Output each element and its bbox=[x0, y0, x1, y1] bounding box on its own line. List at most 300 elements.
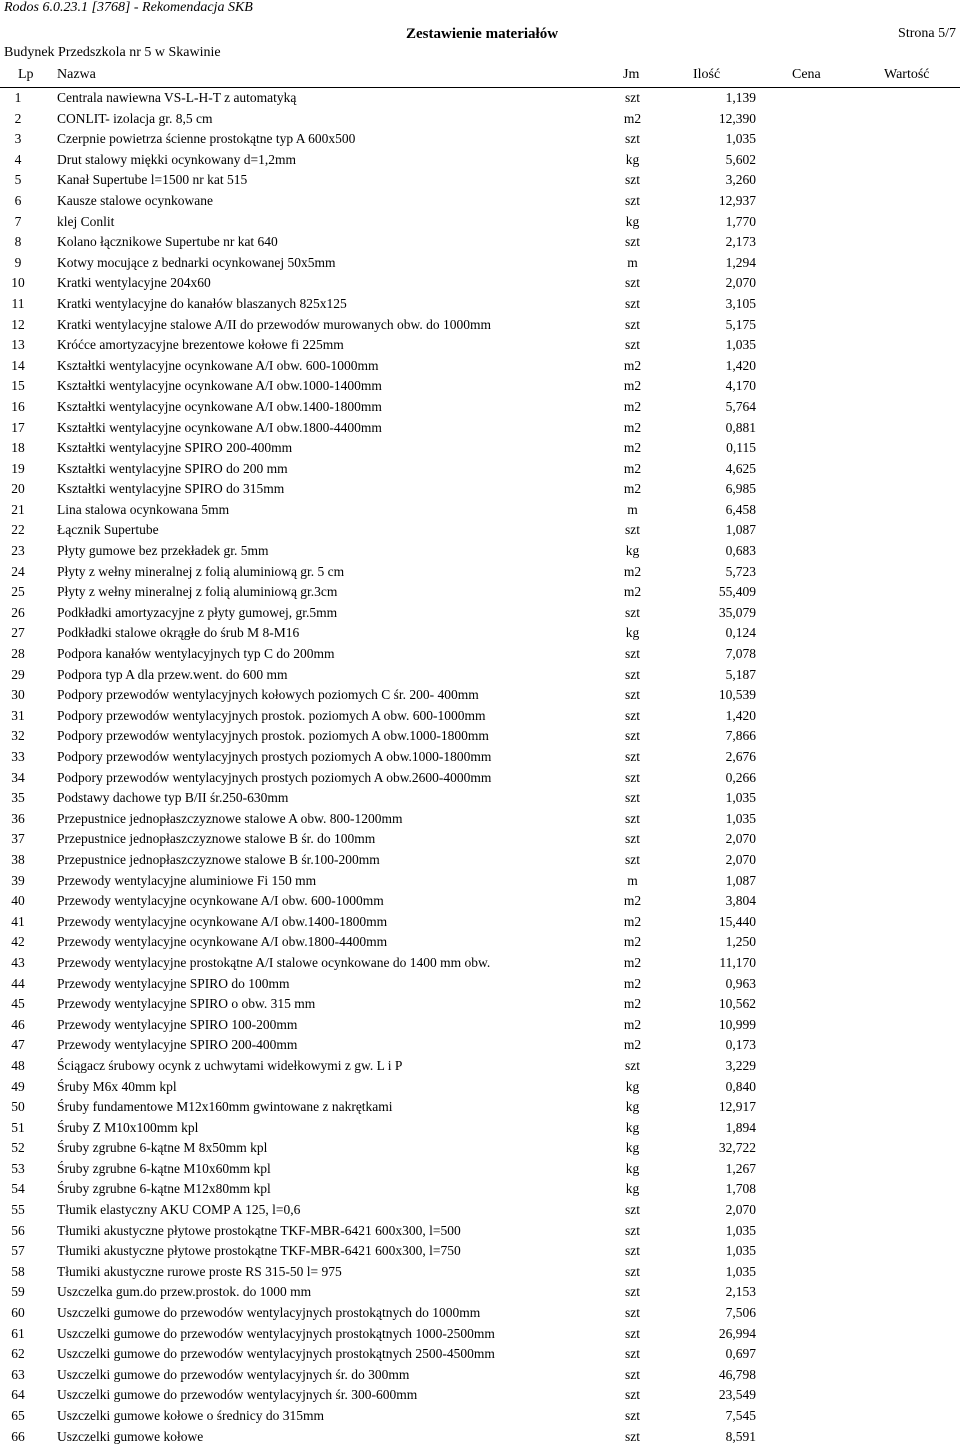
row-number: 28 bbox=[11, 646, 25, 662]
material-name: Kształtki wentylacyjne ocynkowane A/I obw. 600-1000mm bbox=[57, 357, 379, 373]
quantity: 32,722 bbox=[718, 1140, 756, 1156]
quantity: 3,804 bbox=[725, 893, 756, 909]
quantity: 46,798 bbox=[718, 1366, 756, 1382]
material-name: Podpory przewodów wentylacyjnych prostych poziomych A obw.2600-4000mm bbox=[57, 769, 492, 785]
row-number: 52 bbox=[11, 1140, 25, 1156]
unit-of-measure: szt bbox=[625, 1387, 640, 1403]
table-row bbox=[0, 665, 960, 686]
table-row bbox=[0, 438, 960, 459]
material-name: Uszczelki gumowe kołowe bbox=[57, 1428, 204, 1444]
table-row bbox=[0, 747, 960, 768]
row-number: 66 bbox=[11, 1428, 25, 1444]
quantity: 0,173 bbox=[725, 1037, 756, 1053]
row-number: 50 bbox=[11, 1099, 25, 1115]
unit-of-measure: szt bbox=[625, 90, 640, 105]
table-row bbox=[0, 1179, 960, 1200]
table-row bbox=[0, 1344, 960, 1365]
table-row bbox=[0, 953, 960, 974]
unit-of-measure: szt bbox=[625, 1263, 640, 1279]
row-number: 62 bbox=[11, 1346, 25, 1362]
unit-of-measure: szt bbox=[625, 275, 640, 291]
row-number: 13 bbox=[11, 337, 25, 353]
material-name: Śruby zgrubne 6-kątne M 8x50mm kpl bbox=[57, 1140, 268, 1156]
material-name: Ściągacz śrubowy ocynk z uchwytami widełkowymi z gw. L i P bbox=[57, 1057, 403, 1073]
quantity: 0,124 bbox=[725, 625, 756, 641]
unit-of-measure: m bbox=[627, 254, 638, 270]
row-number: 30 bbox=[11, 687, 25, 703]
row-number: 12 bbox=[11, 316, 25, 332]
material-name: Płyty z wełny mineralnej z folią aluminiową gr. 5 cm bbox=[57, 563, 345, 579]
quantity: 1,035 bbox=[725, 1222, 756, 1238]
table-row bbox=[0, 644, 960, 665]
row-number: 44 bbox=[11, 975, 25, 991]
row-number: 3 bbox=[14, 131, 22, 147]
row-number: 37 bbox=[11, 831, 25, 847]
material-name: Przepustnice jednopłaszczyznowe stalowe B śr. do 100mm bbox=[57, 831, 376, 847]
row-number: 20 bbox=[11, 481, 25, 497]
unit-of-measure: kg bbox=[625, 1160, 640, 1176]
material-name: Kształtki wentylacyjne ocynkowane A/I obw.1000-1400mm bbox=[57, 378, 382, 394]
table-row bbox=[0, 1385, 960, 1406]
table-row bbox=[0, 850, 960, 871]
quantity: 1,035 bbox=[725, 790, 756, 806]
table-row bbox=[0, 1262, 960, 1283]
row-number: 19 bbox=[11, 460, 25, 476]
row-number: 31 bbox=[11, 707, 25, 723]
quantity: 7,866 bbox=[725, 728, 756, 744]
table-row bbox=[0, 582, 960, 603]
quantity: 2,070 bbox=[725, 831, 756, 847]
unit-of-measure: szt bbox=[625, 1408, 640, 1423]
quantity: 2,153 bbox=[725, 1284, 756, 1300]
unit-of-measure: szt bbox=[625, 234, 640, 250]
material-name: Króćce amortyzacyjne brezentowe kołowe fi 225mm bbox=[57, 337, 344, 353]
quantity: 5,723 bbox=[725, 563, 756, 579]
quantity: 1,294 bbox=[725, 254, 756, 270]
row-number: 9 bbox=[14, 254, 22, 270]
table-row bbox=[0, 418, 960, 439]
quantity: 1,894 bbox=[725, 1119, 756, 1135]
row-number: 14 bbox=[11, 357, 25, 373]
unit-of-measure: szt bbox=[625, 337, 640, 353]
material-name: Przewody wentylacyjne prostokątne A/I stalowe ocynkowane do 1400 mm obw. bbox=[57, 954, 491, 970]
table-row bbox=[0, 562, 960, 583]
app-title: Rodos 6.0.23.1 [3768] - Rekomendacja SKB bbox=[4, 0, 253, 15]
material-name: Kratki wentylacyjne do kanałów blaszanych 825x125 bbox=[57, 295, 347, 311]
unit-of-measure: szt bbox=[625, 172, 640, 188]
table-row bbox=[0, 871, 960, 892]
table-row bbox=[0, 994, 960, 1015]
unit-of-measure: m2 bbox=[623, 975, 642, 991]
row-number: 11 bbox=[11, 295, 25, 311]
quantity: 1,420 bbox=[725, 357, 756, 373]
table-row bbox=[0, 459, 960, 480]
row-number: 55 bbox=[11, 1202, 25, 1218]
material-name: Kratki wentylacyjne stalowe A/II do przewodów murowanych obw. do 1000mm bbox=[57, 316, 492, 332]
table-row bbox=[0, 788, 960, 809]
quantity: 0,697 bbox=[725, 1346, 756, 1362]
material-name: Przewody wentylacyjne ocynkowane A/I obw. 600-1000mm bbox=[57, 893, 384, 909]
quantity: 1,708 bbox=[725, 1181, 756, 1197]
unit-of-measure: kg bbox=[625, 1099, 640, 1115]
material-name: Śruby Z M10x100mm kpl bbox=[57, 1119, 199, 1135]
material-name: Podpory przewodów wentylacyjnych prostych poziomych A obw.1000-1800mm bbox=[57, 749, 492, 764]
quantity: 2,676 bbox=[725, 749, 756, 764]
row-number: 21 bbox=[11, 501, 25, 517]
unit-of-measure: szt bbox=[625, 1202, 640, 1218]
table-row bbox=[0, 603, 960, 624]
row-number: 54 bbox=[11, 1181, 25, 1197]
table-row bbox=[0, 1282, 960, 1303]
row-number: 64 bbox=[11, 1387, 25, 1403]
material-name: klej Conlit bbox=[57, 213, 115, 229]
unit-of-measure: szt bbox=[625, 749, 640, 764]
table-row bbox=[0, 623, 960, 644]
unit-of-measure: m2 bbox=[623, 893, 642, 909]
row-number: 53 bbox=[11, 1160, 25, 1176]
row-number: 45 bbox=[11, 996, 25, 1012]
quantity: 0,683 bbox=[725, 543, 756, 559]
row-number: 39 bbox=[11, 872, 25, 888]
material-name: Przewody wentylacyjne aluminiowe Fi 150 mm bbox=[57, 872, 317, 888]
row-number: 46 bbox=[11, 1016, 25, 1032]
table-row bbox=[0, 1200, 960, 1221]
row-number: 63 bbox=[11, 1366, 25, 1382]
row-number: 41 bbox=[11, 913, 25, 929]
unit-of-measure: m2 bbox=[623, 481, 642, 497]
unit-of-measure: m2 bbox=[623, 398, 642, 414]
table-row bbox=[0, 685, 960, 706]
material-name: Podpora kanałów wentylacyjnych typ C do 200mm bbox=[57, 646, 335, 662]
table-row bbox=[0, 1406, 960, 1427]
table-row bbox=[0, 315, 960, 336]
unit-of-measure: kg bbox=[625, 543, 640, 559]
row-number: 32 bbox=[11, 728, 25, 744]
unit-of-measure: szt bbox=[625, 192, 640, 208]
material-name: Uszczelki gumowe do przewodów wentylacyjnych śr. do 300mm bbox=[57, 1366, 410, 1382]
unit-of-measure: m2 bbox=[623, 357, 642, 373]
material-name: Przewody wentylacyjne SPIRO 100-200mm bbox=[57, 1016, 298, 1032]
table-row bbox=[0, 1015, 960, 1036]
unit-of-measure: szt bbox=[625, 1222, 640, 1238]
row-number: 59 bbox=[11, 1284, 25, 1300]
material-name: Podpory przewodów wentylacyjnych prostok. poziomych A obw. 600-1000mm bbox=[57, 707, 486, 723]
table-row bbox=[0, 376, 960, 397]
quantity: 7,078 bbox=[725, 646, 756, 662]
material-name: Przewody wentylacyjne ocynkowane A/I obw.1800-4400mm bbox=[57, 934, 388, 950]
row-number: 51 bbox=[11, 1119, 25, 1135]
row-number: 43 bbox=[11, 954, 25, 970]
row-number: 35 bbox=[11, 790, 25, 806]
row-number: 16 bbox=[11, 398, 25, 414]
quantity: 5,764 bbox=[725, 398, 756, 414]
table-row bbox=[0, 253, 960, 274]
quantity: 23,549 bbox=[718, 1387, 756, 1403]
table-row bbox=[0, 932, 960, 953]
unit-of-measure: szt bbox=[625, 1284, 640, 1300]
quantity: 6,458 bbox=[725, 501, 756, 517]
row-number: 17 bbox=[11, 419, 25, 435]
unit-of-measure: m2 bbox=[623, 584, 642, 600]
column-header-quantity: Ilość bbox=[693, 67, 721, 82]
unit-of-measure: szt bbox=[625, 522, 640, 538]
unit-of-measure: m2 bbox=[623, 1016, 642, 1032]
unit-of-measure: m2 bbox=[623, 913, 642, 929]
material-name: Uszczelki gumowe do przewodów wentylacyjnych śr. 300-600mm bbox=[57, 1387, 418, 1403]
row-number: 24 bbox=[11, 563, 25, 579]
table-row bbox=[0, 397, 960, 418]
material-name: Uszczelki gumowe do przewodów wentylacyjnych prostokątnych 2500-4500mm bbox=[57, 1346, 495, 1362]
unit-of-measure: szt bbox=[625, 1428, 640, 1444]
quantity: 1,139 bbox=[725, 90, 756, 105]
material-name: Drut stalowy miękki ocynkowany d=1,2mm bbox=[57, 151, 296, 167]
quantity: 8,591 bbox=[725, 1428, 756, 1444]
material-name: Kolano łącznikowe Supertube nr kat 640 bbox=[57, 234, 278, 250]
unit-of-measure: szt bbox=[625, 1057, 640, 1073]
unit-of-measure: kg bbox=[625, 625, 640, 641]
material-name: Śruby zgrubne 6-kątne M10x60mm kpl bbox=[57, 1160, 271, 1176]
row-number: 6 bbox=[14, 192, 22, 208]
row-number: 58 bbox=[11, 1263, 25, 1279]
material-name: Uszczelka gum.do przew.prostok. do 1000 mm bbox=[57, 1284, 312, 1300]
quantity: 0,963 bbox=[725, 975, 756, 991]
quantity: 3,105 bbox=[725, 295, 756, 311]
material-name: Płyty z wełny mineralnej z folią aluminiową gr.3cm bbox=[57, 584, 338, 600]
table-row bbox=[0, 1365, 960, 1386]
quantity: 1,035 bbox=[725, 131, 756, 147]
quantity: 11,170 bbox=[719, 954, 756, 970]
table-row bbox=[0, 273, 960, 294]
table-row bbox=[0, 1056, 960, 1077]
row-number: 36 bbox=[11, 810, 25, 826]
unit-of-measure: szt bbox=[625, 851, 640, 867]
table-row bbox=[0, 809, 960, 830]
material-name: Przewody wentylacyjne SPIRO o obw. 315 mm bbox=[57, 996, 316, 1012]
material-name: Kształtki wentylacyjne ocynkowane A/I obw.1400-1800mm bbox=[57, 398, 382, 414]
table-row bbox=[0, 500, 960, 521]
material-name: Kotwy mocujące z bednarki ocynkowanej 50x5mm bbox=[57, 254, 336, 270]
table-row bbox=[0, 1035, 960, 1056]
material-name: Uszczelki gumowe do przewodów wentylacyjnych prostokątnych do 1000mm bbox=[57, 1305, 481, 1321]
table-row bbox=[0, 912, 960, 933]
document-title: Zestawienie materiałów bbox=[406, 26, 559, 42]
quantity: 0,115 bbox=[726, 440, 756, 456]
quantity: 2,173 bbox=[725, 234, 756, 250]
material-name: Kausze stalowe ocynkowane bbox=[57, 192, 213, 208]
unit-of-measure: szt bbox=[625, 769, 640, 785]
unit-of-measure: m2 bbox=[623, 460, 642, 476]
material-name: Kratki wentylacyjne 204x60 bbox=[57, 275, 211, 291]
quantity: 0,266 bbox=[725, 769, 756, 785]
quantity: 12,937 bbox=[718, 192, 756, 208]
table-row bbox=[0, 109, 960, 130]
material-name: Tłumiki akustyczne rurowe proste RS 315-50 l= 975 bbox=[57, 1263, 342, 1279]
table-row bbox=[0, 191, 960, 212]
material-name: Przepustnice jednopłaszczyznowe stalowe A obw. 800-1200mm bbox=[57, 810, 403, 826]
unit-of-measure: szt bbox=[625, 831, 640, 847]
quantity: 10,562 bbox=[718, 996, 756, 1012]
row-number: 42 bbox=[11, 934, 25, 950]
unit-of-measure: kg bbox=[625, 1140, 640, 1156]
quantity: 1,035 bbox=[725, 337, 756, 353]
row-number: 4 bbox=[14, 151, 22, 167]
column-header-name: Nazwa bbox=[57, 67, 96, 82]
row-number: 61 bbox=[11, 1325, 25, 1341]
row-number: 27 bbox=[11, 625, 25, 641]
material-name: Kształtki wentylacyjne SPIRO 200-400mm bbox=[57, 440, 293, 456]
quantity: 2,070 bbox=[725, 1202, 756, 1218]
unit-of-measure: szt bbox=[625, 1366, 640, 1382]
material-name: Czerpnie powietrza ścienne prostokątne typ A 600x500 bbox=[57, 131, 356, 147]
table-row bbox=[0, 356, 960, 377]
row-number: 48 bbox=[11, 1057, 25, 1073]
row-number: 1 bbox=[14, 90, 22, 105]
table-row bbox=[0, 294, 960, 315]
material-name: Tłumik elastyczny AKU COMP A 125, l=0,6 bbox=[57, 1202, 301, 1218]
quantity: 4,170 bbox=[725, 378, 756, 394]
table-row bbox=[0, 479, 960, 500]
unit-of-measure: szt bbox=[625, 687, 640, 703]
row-number: 18 bbox=[11, 440, 25, 456]
unit-of-measure: szt bbox=[625, 604, 640, 620]
row-number: 33 bbox=[11, 749, 25, 764]
row-number: 29 bbox=[11, 666, 25, 682]
table-row bbox=[0, 150, 960, 171]
row-number: 7 bbox=[14, 213, 22, 229]
material-name: Płyty gumowe bez przekładek gr. 5mm bbox=[57, 543, 269, 559]
quantity: 35,079 bbox=[718, 604, 756, 620]
unit-of-measure: szt bbox=[625, 728, 640, 744]
quantity: 0,840 bbox=[725, 1078, 756, 1094]
quantity: 7,506 bbox=[725, 1305, 756, 1321]
material-name: Kształtki wentylacyjne SPIRO do 200 mm bbox=[57, 460, 288, 476]
quantity: 5,175 bbox=[725, 316, 756, 332]
unit-of-measure: kg bbox=[625, 151, 640, 167]
table-row bbox=[0, 541, 960, 562]
quantity: 1,035 bbox=[725, 810, 756, 826]
material-name: Podkładki amortyzacyjne z płyty gumowej, gr.5mm bbox=[57, 604, 338, 620]
row-number: 22 bbox=[11, 522, 25, 538]
quantity: 55,409 bbox=[718, 584, 756, 600]
material-name: Kształtki wentylacyjne SPIRO do 315mm bbox=[57, 481, 285, 497]
unit-of-measure: m2 bbox=[623, 563, 642, 579]
row-number: 8 bbox=[14, 234, 22, 250]
table-row bbox=[0, 1427, 960, 1447]
row-number: 15 bbox=[11, 378, 25, 394]
table-row bbox=[0, 1138, 960, 1159]
quantity: 12,390 bbox=[718, 110, 756, 126]
unit-of-measure: szt bbox=[625, 790, 640, 806]
table-row bbox=[0, 212, 960, 233]
quantity: 5,187 bbox=[725, 666, 756, 682]
unit-of-measure: m2 bbox=[623, 440, 642, 456]
row-number: 2 bbox=[14, 110, 22, 126]
quantity: 4,625 bbox=[725, 460, 756, 476]
unit-of-measure: kg bbox=[625, 1181, 640, 1197]
table-row bbox=[0, 129, 960, 150]
unit-of-measure: m bbox=[627, 501, 638, 517]
unit-of-measure: szt bbox=[625, 316, 640, 332]
page-number: Strona 5/7 bbox=[898, 26, 956, 41]
material-name: Centrala nawiewna VS-L-H-T z automatyką bbox=[57, 90, 297, 105]
table-row bbox=[0, 974, 960, 995]
unit-of-measure: szt bbox=[625, 295, 640, 311]
quantity: 1,087 bbox=[725, 872, 756, 888]
material-name: Przewody wentylacyjne ocynkowane A/I obw.1400-1800mm bbox=[57, 913, 388, 929]
row-number: 60 bbox=[11, 1305, 25, 1321]
unit-of-measure: szt bbox=[625, 707, 640, 723]
material-name: Kształtki wentylacyjne ocynkowane A/I obw.1800-4400mm bbox=[57, 419, 382, 435]
table-row bbox=[0, 1077, 960, 1098]
row-number: 26 bbox=[11, 604, 25, 620]
material-name: Śruby fundamentowe M12x160mm gwintowane z nakrętkami bbox=[57, 1099, 393, 1115]
unit-of-measure: szt bbox=[625, 646, 640, 662]
unit-of-measure: m2 bbox=[623, 1037, 642, 1053]
quantity: 2,070 bbox=[725, 275, 756, 291]
material-name: Śruby M6x 40mm kpl bbox=[57, 1078, 177, 1094]
row-number: 56 bbox=[11, 1222, 25, 1238]
quantity: 1,250 bbox=[725, 934, 756, 950]
table-row bbox=[0, 1241, 960, 1262]
material-name: Przepustnice jednopłaszczyznowe stalowe B śr.100-200mm bbox=[57, 851, 380, 867]
material-name: CONLIT- izolacja gr. 8,5 cm bbox=[57, 110, 213, 126]
unit-of-measure: szt bbox=[625, 131, 640, 147]
material-name: Przewody wentylacyjne SPIRO 200-400mm bbox=[57, 1037, 298, 1053]
material-name: Podkładki stalowe okrągłe do śrub M 8-M16 bbox=[57, 625, 300, 641]
column-header-value: Wartość bbox=[884, 67, 930, 82]
materials-table-body bbox=[0, 88, 960, 1447]
table-row bbox=[0, 1159, 960, 1180]
row-number: 65 bbox=[11, 1408, 25, 1423]
quantity: 6,985 bbox=[725, 481, 756, 497]
quantity: 3,260 bbox=[725, 172, 756, 188]
unit-of-measure: szt bbox=[625, 1325, 640, 1341]
row-number: 23 bbox=[11, 543, 25, 559]
unit-of-measure: kg bbox=[625, 1078, 640, 1094]
unit-of-measure: m2 bbox=[623, 110, 642, 126]
table-row bbox=[0, 1303, 960, 1324]
quantity: 1,035 bbox=[725, 1243, 756, 1259]
row-number: 57 bbox=[11, 1243, 25, 1259]
unit-of-measure: m2 bbox=[623, 419, 642, 435]
quantity: 0,881 bbox=[725, 419, 756, 435]
unit-of-measure: m2 bbox=[623, 378, 642, 394]
row-number: 5 bbox=[14, 172, 22, 188]
row-number: 25 bbox=[11, 584, 25, 600]
row-number: 10 bbox=[11, 275, 25, 291]
column-header-price: Cena bbox=[792, 67, 821, 82]
quantity: 10,999 bbox=[718, 1016, 756, 1032]
quantity: 15,440 bbox=[718, 913, 756, 929]
material-name: Podpory przewodów wentylacyjnych kołowych poziomych C śr. 200- 400mm bbox=[57, 687, 479, 703]
table-row bbox=[0, 88, 960, 109]
quantity: 5,602 bbox=[725, 151, 756, 167]
unit-of-measure: m bbox=[627, 872, 638, 888]
quantity: 1,770 bbox=[725, 213, 756, 229]
table-row bbox=[0, 232, 960, 253]
material-name: Łącznik Supertube bbox=[57, 522, 159, 538]
unit-of-measure: m2 bbox=[623, 934, 642, 950]
material-name: Uszczelki gumowe do przewodów wentylacyjnych prostokątnych 1000-2500mm bbox=[57, 1325, 495, 1341]
table-row bbox=[0, 1097, 960, 1118]
quantity: 26,994 bbox=[718, 1325, 756, 1341]
row-number: 49 bbox=[11, 1078, 25, 1094]
quantity: 10,539 bbox=[718, 687, 756, 703]
row-number: 40 bbox=[11, 893, 25, 909]
material-name: Uszczelki gumowe kołowe o średnicy do 315mm bbox=[57, 1408, 324, 1423]
material-name: Podstawy dachowe typ B/II śr.250-630mm bbox=[57, 790, 289, 806]
table-row bbox=[0, 170, 960, 191]
